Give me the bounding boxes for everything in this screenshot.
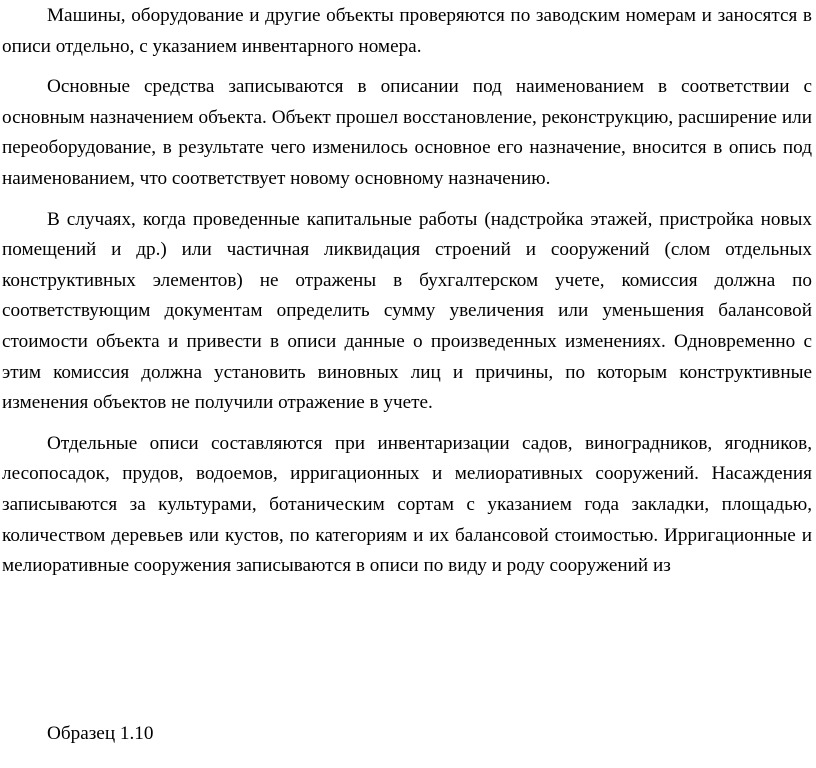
paragraph-fixed-assets: Основные средства записываются в описании под наименованием в соответствии с основным назначением объекта. Объект прошел восстановление, реконструкцию, расширение или переоборудование, в результате чего изменилось основное его назначение, вносится в опись под наименованием, что соответствует новому основному назначению.	[2, 76, 812, 189]
sample-caption: Образец 1.10	[47, 723, 154, 744]
paragraph-serial-numbers: Машины, оборудование и другие объекты проверяются по заводским номерам и заносятся в описи отдельно, с указанием инвентарного номера.	[2, 5, 812, 57]
paragraph-separate-inventories: Отдельные описи составляются при инвентаризации садов, виноградников, ягодников, лесопосадок, прудов, водоемов, ирригационных и мелиоративных сооружений. Насаждения записываются за культурами, ботаническим сортам с указанием года закладки, площадью, количеством деревьев или кустов, по категориям и их балансовой стоимостью. Ирригационные и мелиоративные сооружения записываются в описи по виду и роду сооружений из	[2, 432, 812, 577]
paragraph-capital-works: В случаях, когда проведенные капитальные работы (надстройка этажей, пристройка новых помещений и др.) или частичная ликвидация строений и сооружений (слом отдельных конструктивных элементов) не отражены в бухгалтерском учете, комиссия должна по соответствующим документам определить сумму увеличения или уменьшения балансовой стоимости объекта и привести в описи данные о произведенных изменениях. Одновременно с этим комиссия должна установить виновных лиц и причины, по которым конструктивные изменения объектов не получили отражение в учете.	[2, 208, 812, 414]
